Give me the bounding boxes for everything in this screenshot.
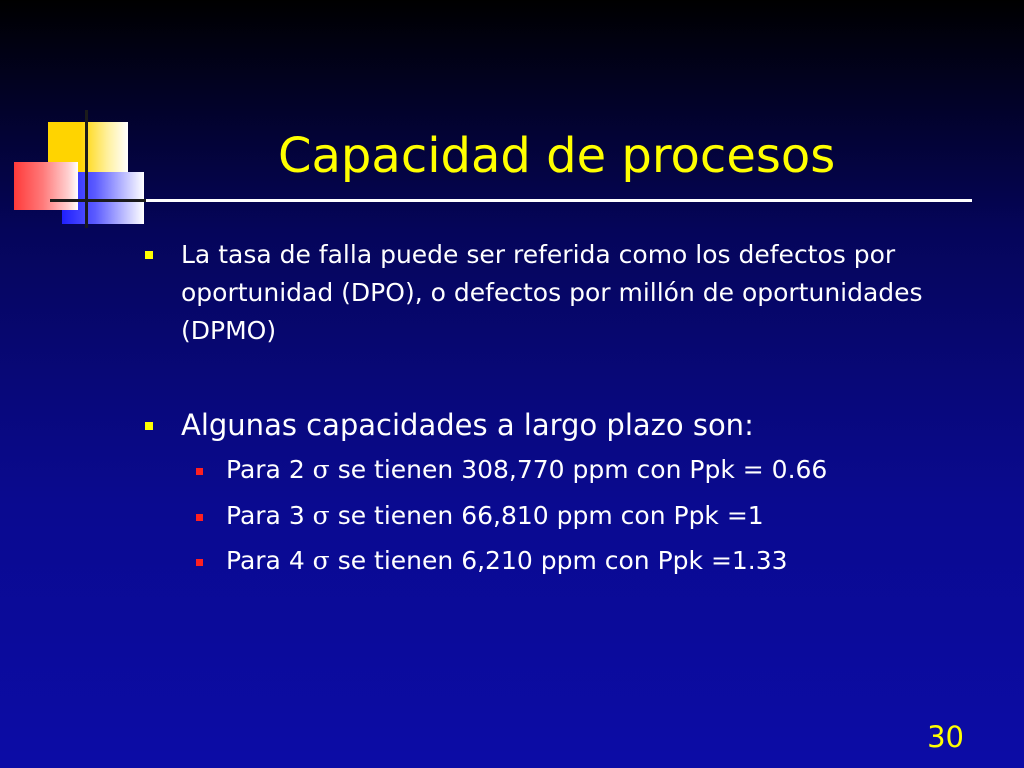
sub-bullet-text: [226, 545, 788, 577]
sigma-symbol: σ: [312, 455, 330, 484]
sub-bullet-suffix: se tienen 66,810 ppm con Ppk =1: [329, 501, 764, 530]
sub-bullet-prefix: Para 3: [226, 501, 313, 530]
sub-bullet-square-icon: [196, 514, 203, 521]
decorative-red-square: [14, 162, 78, 210]
bullet-text: Algunas capacidades a largo plazo son:: [181, 408, 754, 442]
title-underline: [50, 199, 972, 202]
decorative-horizontal-line: [50, 199, 146, 202]
sub-bullet-prefix: Para 4: [226, 546, 313, 575]
bullet-square-icon: [145, 422, 153, 430]
sub-bullet-suffix: se tienen 308,770 ppm con Ppk = 0.66: [329, 455, 828, 484]
sigma-symbol: σ: [312, 501, 330, 530]
page-number: 30: [927, 720, 964, 754]
bullet-square-icon: [145, 251, 153, 259]
decorative-vertical-line: [85, 110, 88, 228]
sub-bullet-text: [226, 500, 764, 532]
slide-title: Capacidad de procesos: [278, 128, 836, 184]
sub-bullet-square-icon: [196, 468, 203, 475]
sub-bullet-prefix: Para 2: [226, 455, 313, 484]
sub-bullet-suffix: se tienen 6,210 ppm con Ppk =1.33: [329, 546, 788, 575]
bullet-text: La tasa de falla puede ser referida como los defectos por oportunidad (DPO), o defectos por millón de oportunidades (DPMO): [181, 240, 923, 345]
sigma-symbol: σ: [312, 546, 330, 575]
sub-bullet-square-icon: [196, 559, 203, 566]
sub-bullet-text: [226, 454, 827, 486]
